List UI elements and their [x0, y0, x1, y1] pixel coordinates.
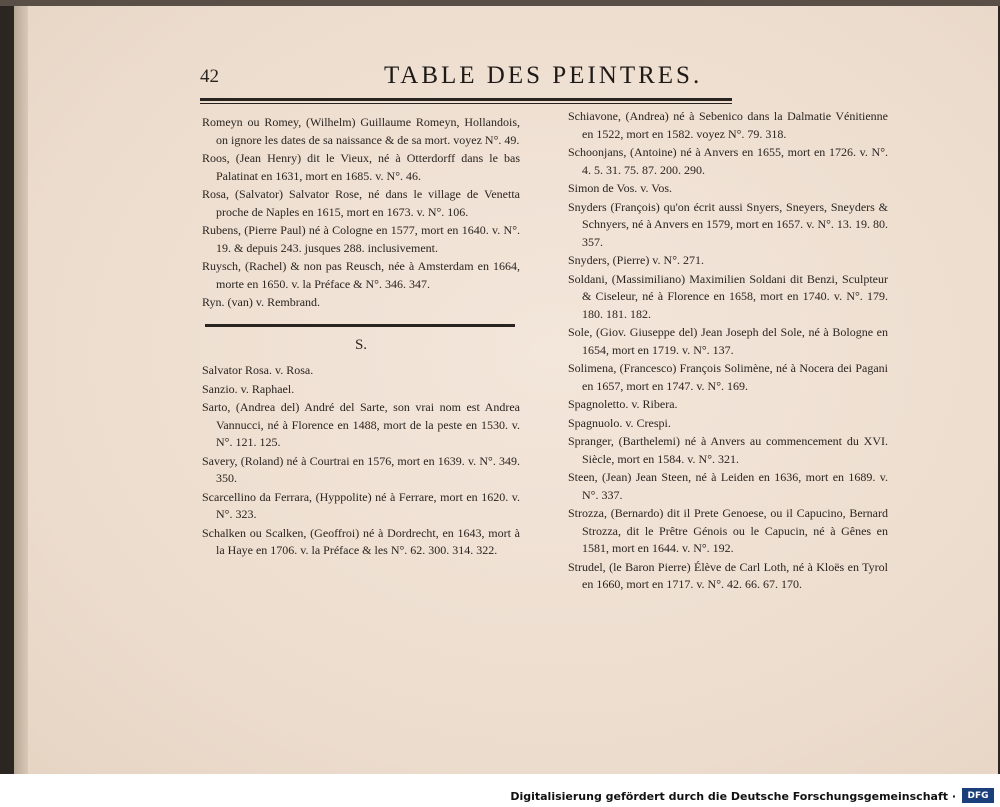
index-entry: Snyders, (Pierre) v. N°. 271.: [568, 253, 704, 267]
index-entry: Sanzio. v. Raphael.: [202, 381, 295, 396]
page-edge: [14, 6, 28, 774]
index-entry: Romeyn ou Romey, (Wilhelm) Guillaume Romeyn, Hollandois, on ignore les dates de sa naissance & de sa mort. voyez N°. 49.: [202, 115, 520, 147]
index-entry: Savery, (Roland) né à Courtrai en 1576, mort en 1639. v. N°. 349. 350.: [202, 453, 520, 485]
index-entry: Spagnoletto. v. Ribera.: [568, 397, 678, 411]
index-entry: Spranger, (Barthelemi) né à Anvers au commencement du XVI. Siècle, mort en 1584. v. N°. 321.: [568, 434, 888, 466]
index-entry: Ryn. (van) v. Rembrand.: [202, 295, 321, 309]
right-column: [568, 108, 888, 595]
page-header: [200, 62, 730, 94]
index-entry: Steen, (Jean) Jean Steen, né à Leiden en 1636, mort en 1689. v. N°. 337.: [568, 470, 888, 502]
section-letter: S.: [354, 336, 368, 353]
page-number: 42: [200, 66, 219, 87]
index-entry: Spagnuolo. v. Crespi.: [568, 415, 671, 430]
section-rule: [205, 324, 515, 327]
index-entry: Strozza, (Bernardo) dit il Prete Genoese, ou il Capucino, Bernard Strozza, dit le Prêtre Génois ou le Capucin, né à Gênes en 1581, mort en 1644. v. N°. 192.: [568, 506, 888, 555]
dfg-logo: DFG: [962, 788, 994, 803]
footer-credit: Digitalisierung gefördert durch die Deutsche Forschungsgemeinschaft ·: [510, 790, 956, 803]
index-entry: Ruysch, (Rachel) & non pas Reusch, née à Amsterdam en 1664, morte en 1650. v. la Préface & N°. 346. 347.: [202, 259, 520, 291]
index-entry: Strudel, (le Baron Pierre) Élève de Carl Loth, né à Kloës en Tyrol en 1660, mort en 1717. v. N°. 42. 66. 67. 170.: [568, 559, 888, 591]
left-column: [202, 114, 520, 561]
index-entry: Rubens, (Pierre Paul) né à Cologne en 1577, mort en 1640. v. N°. 19. & depuis 243. jusques 288. inclusivement.: [202, 223, 520, 255]
index-entry: Schoonjans, (Antoine) né à Anvers en 1655, mort en 1726. v. N°. 4. 5. 31. 75. 87. 200. 290.: [568, 145, 888, 177]
footer-bar: [0, 774, 1000, 807]
index-entry: Rosa, (Salvator) Salvator Rose, né dans le village de Venetta proche de Naples en 1615, mort en 1673. v. N°. 106.: [202, 187, 520, 219]
page-title: TABLE DES PEINTRES.: [384, 62, 703, 89]
index-entry: Roos, (Jean Henry) dit le Vieux, né à Otterdorff dans le bas Palatinat en 1631, mort en 1685. v. N°. 46.: [202, 151, 520, 183]
index-entry: Scarcellino da Ferrara, (Hyppolite) né à Ferrare, mort en 1620. v. N°. 323.: [202, 489, 520, 521]
index-entry: Solimena, (Francesco) François Solimène, né à Nocera dei Pagani en 1657, mort en 1747. v. N°. 169.: [568, 361, 888, 393]
index-entry: Schiavone, (Andrea) né à Sebenico dans la Dalmatie Vénitienne en 1522, mort en 1582. voyez N°. 79. 318.: [568, 109, 888, 141]
index-entry: Simon de Vos. v. Vos.: [568, 181, 673, 195]
index-entry: Sole, (Giov. Giuseppe del) Jean Joseph del Sole, né à Bologne en 1654, mort en 1719. v. N°. 137.: [568, 325, 888, 357]
index-entry: Schalken ou Scalken, (Geoffroi) né à Dordrecht, en 1643, mort à la Haye en 1706. v. la Préface & les N°. 62. 300. 314. 322.: [202, 525, 520, 557]
index-entry: Soldani, (Massimiliano) Maximilien Soldani dit Benzi, Sculpteur & Ciseleur, né à Florence en 1658, mort en 1740. v. N°. 179. 180. 181. 182.: [568, 271, 888, 321]
index-entry: Salvator Rosa. v. Rosa.: [202, 363, 314, 377]
header-rule-thin: [200, 103, 732, 104]
index-entry: Sarto, (Andrea del) André del Sarte, son vrai nom est Andrea Vannucci, né à Florence en 1488, mort de la peste en 1530. v. N°. 121. 125.: [202, 400, 520, 449]
header-rule-thick: [200, 98, 732, 101]
index-entry: Snyders (François) qu'on écrit aussi Snyers, Sneyers, Sneyders & Schnyers, né à Anvers en 1579, mort en 1657. v. N°. 13. 19. 80. 357.: [568, 199, 888, 249]
